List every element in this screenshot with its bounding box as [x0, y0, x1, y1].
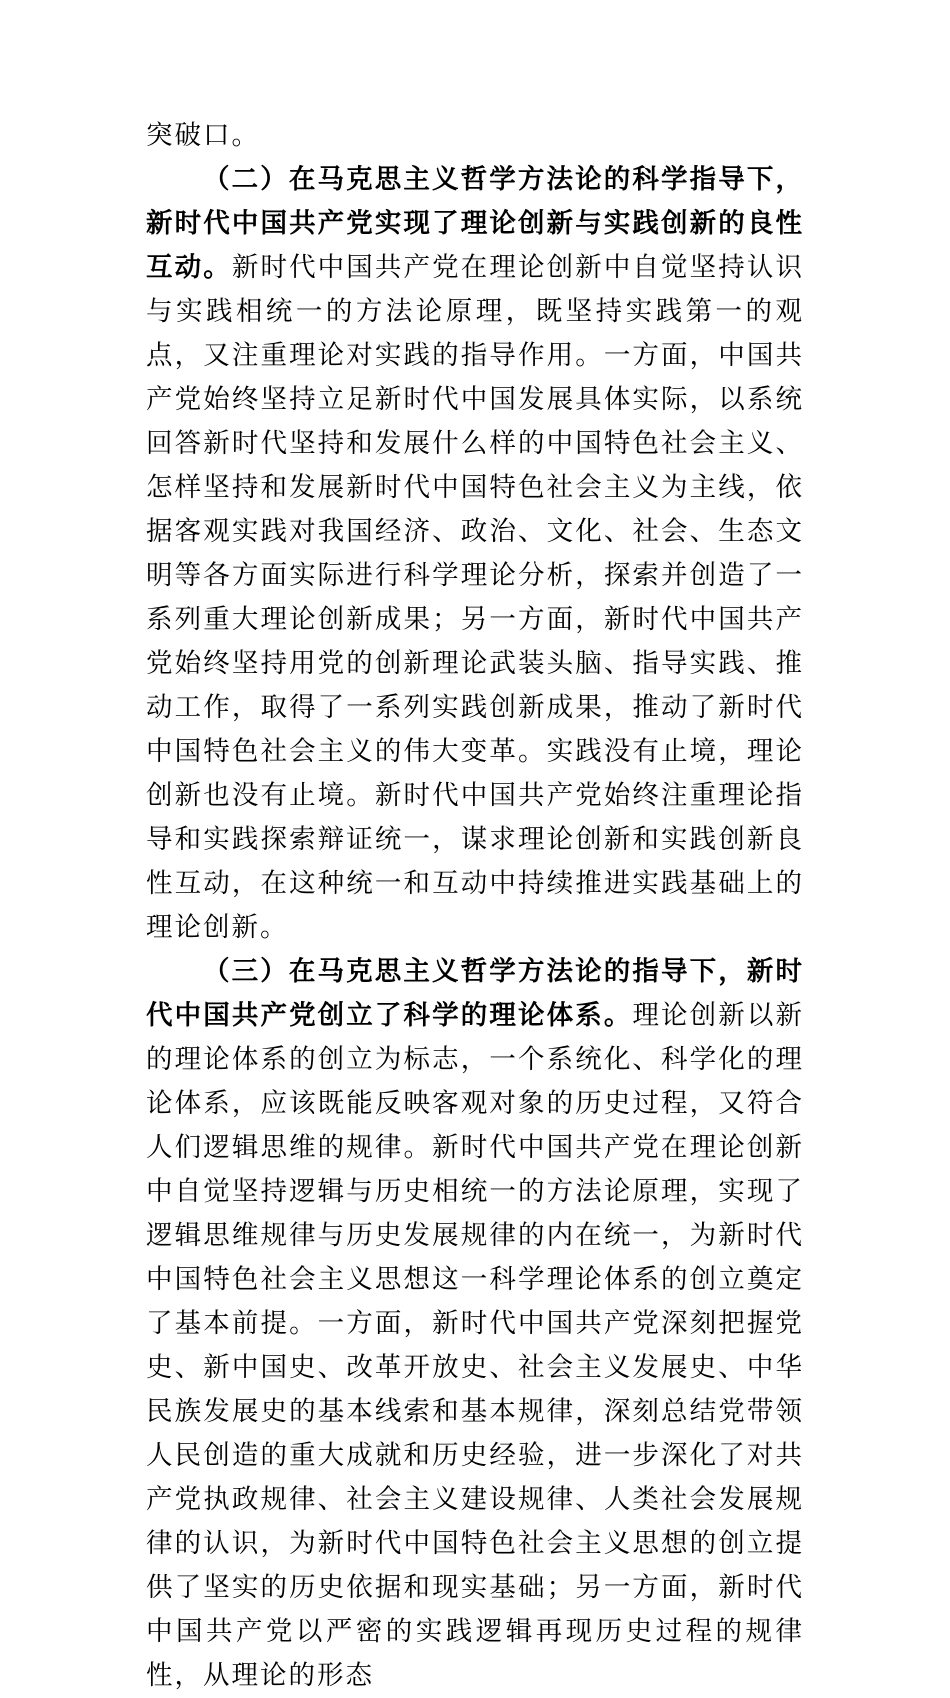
paragraph-text: 新时代中国共产党在理论创新中自觉坚持认识与实践相统一的方法论原理，既坚持实践第一的观点，又注重理论对实践的指导作用。一方面，中国共产党始终坚持立足新时代中国发展具体实际，以系统回答新时代坚持和发展什么样的中国特色社会主义、怎样坚持和发展新时代中国特色社会主义为主线，依据客观实践对我国经济、政治、文化、社会、生态文明等各方面实际进行科学理论分析，探索并创造了一系列重大理论创新成果；另一方面，新时代中国共产党始终坚持用党的创新理论武装头脑、指导实践、推动工作，取得了一系列实践创新成果，推动了新时代中国特色社会主义的伟大变革。实践没有止境，理论创新也没有止境。新时代中国共产党始终注重理论指导和实践探索辩证统一，谋求理论创新和实践创新良性互动，在这种统一和互动中持续推进实践基础上的理论创新。 — [146, 252, 805, 943]
paragraph-section-three — [146, 950, 804, 1698]
section-heading-two: （二）在马克思主义哲学方法论的科学指导下，新时代中国共产党实现了理论创新与实践创新的良性互动。 — [146, 164, 804, 283]
paragraph-section-two — [146, 158, 804, 950]
document-page — [146, 114, 804, 1698]
paragraph-text: 理论创新以新的理论体系的创立为标志，一个系统化、科学化的理论体系，应该既能反映客观对象的历史过程，又符合人们逻辑思维的规律。新时代中国共产党在理论创新中自觉坚持逻辑与历史相统一的方法论原理，实现了逻辑思维规律与历史发展规律的内在统一，为新时代中国特色社会主义思想这一科学理论体系的创立奠定了基本前提。一方面，新时代中国共产党深刻把握党史、新中国史、改革开放史、社会主义发展史、中华民族发展史的基本线索和基本规律，深刻总结党带领人民创造的重大成就和历史经验，进一步深化了对共产党执政规律、社会主义建设规律、人类社会发展规律的认识，为新时代中国特色社会主义思想的创立提供了坚实的历史依据和现实基础；另一方面，新时代中国共产党以严密的实践逻辑再现历史过程的规律性，从理论的形态 — [146, 1000, 805, 1691]
paragraph-continuation — [146, 114, 804, 158]
section-heading-three: （三）在马克思主义哲学方法论的指导下，新时代中国共产党创立了科学的理论体系。 — [146, 956, 804, 1031]
paragraph-text: 突破口。 — [146, 120, 260, 151]
